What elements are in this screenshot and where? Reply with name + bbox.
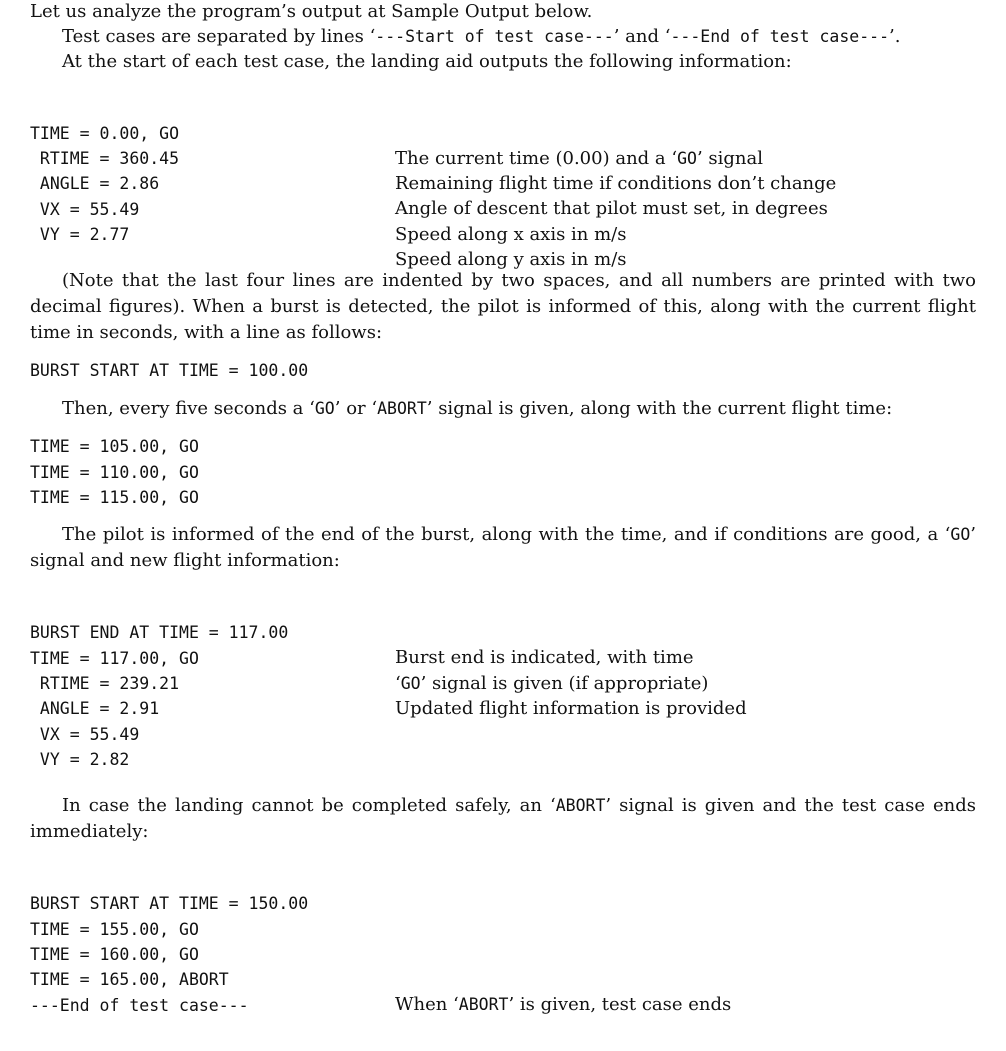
intro-line-2-end: ’. xyxy=(889,26,901,47)
code-line: ANGLE = 2.86 xyxy=(30,174,160,193)
intro-line-3: At the start of each test case, the landing aid outputs the following information: xyxy=(62,51,792,72)
code-row xyxy=(30,697,976,744)
code-line: TIME = 0.00, GO xyxy=(30,124,180,143)
code-line: RTIME = 360.45 xyxy=(30,149,180,168)
intro-line-2-text: Test cases are separated by lines ‘ xyxy=(62,26,376,47)
start-marker-code: ---Start of test case--- xyxy=(375,27,614,46)
code-description: Burst end is indicated, with time xyxy=(395,647,694,668)
code-description: When ‘ABORT’ is given, test case ends xyxy=(395,994,732,1015)
abort-code: ABORT xyxy=(555,796,606,815)
code-line: TIME = 165.00, ABORT xyxy=(30,970,229,989)
abort-paragraph: In case the landing cannot be completed safely, an ‘ABORT’ signal is given and the test case ends immediately: xyxy=(30,795,976,842)
code-description: Angle of descent that pilot must set, in degrees xyxy=(395,198,828,219)
code-line: TIME = 117.00, GO xyxy=(30,649,199,668)
code-description: Remaining flight time if conditions don’t change xyxy=(395,173,837,194)
end-marker-code: ---End of test case--- xyxy=(670,27,889,46)
code-line: TIME = 105.00, GO xyxy=(30,437,199,456)
abort-code: ABORT xyxy=(377,399,427,418)
intro-line-2-and: ’ and ‘ xyxy=(613,26,671,47)
code-line: TIME = 110.00, GO xyxy=(30,463,199,482)
code-line: RTIME = 239.21 xyxy=(30,674,180,693)
code-row xyxy=(30,866,976,913)
go-code: GO xyxy=(314,399,335,418)
code-line: TIME = 115.00, GO xyxy=(30,488,199,507)
code-line: VY = 2.82 xyxy=(30,750,130,769)
code-description: ‘GO’ signal is given (if appropriate) xyxy=(395,673,709,694)
go-code: GO xyxy=(950,525,971,544)
code-line: TIME = 155.00, GO xyxy=(30,920,199,939)
code-description: Speed along x axis in m/s xyxy=(395,224,627,245)
then-paragraph: Then, every five seconds a ‘GO’ or ‘ABORT’ signal is given, along with the current flight time: xyxy=(62,398,893,419)
burst-start-line: BURST START AT TIME = 100.00 xyxy=(30,361,309,380)
code-line: ANGLE = 2.91 xyxy=(30,699,160,718)
code-line: ---End of test case--- xyxy=(30,996,249,1015)
intro-line-2 xyxy=(62,24,900,49)
intro-line-1: Let us analyze the program’s output at Sample Output below. xyxy=(30,1,593,22)
code-description: The current time (0.00) and a ‘GO’ signal xyxy=(395,148,763,169)
code-description: Speed along y axis in m/s xyxy=(395,249,627,270)
code-row xyxy=(30,917,976,964)
code-line: VY = 2.77 xyxy=(30,225,130,244)
note-paragraph: (Note that the last four lines are indented by two spaces, and all numbers are printed with two decimal figures). When a burst is detected, the pilot is informed of this, along with the current flight time in seconds, with a line as follows: xyxy=(30,270,976,343)
code-row xyxy=(30,892,976,939)
code-line: VX = 55.49 xyxy=(30,200,140,219)
code-line: VX = 55.49 xyxy=(30,725,140,744)
burst-end-paragraph: The pilot is informed of the end of the burst, along with the time, and if conditions are good, a ‘GO’ signal and new flight information: xyxy=(30,524,976,571)
code-row xyxy=(30,722,976,769)
code-line: TIME = 160.00, GO xyxy=(30,945,199,964)
code-line: BURST END AT TIME = 117.00 xyxy=(30,623,289,642)
code-description: Updated flight information is provided xyxy=(395,698,747,719)
code-line: BURST START AT TIME = 150.00 xyxy=(30,894,309,913)
